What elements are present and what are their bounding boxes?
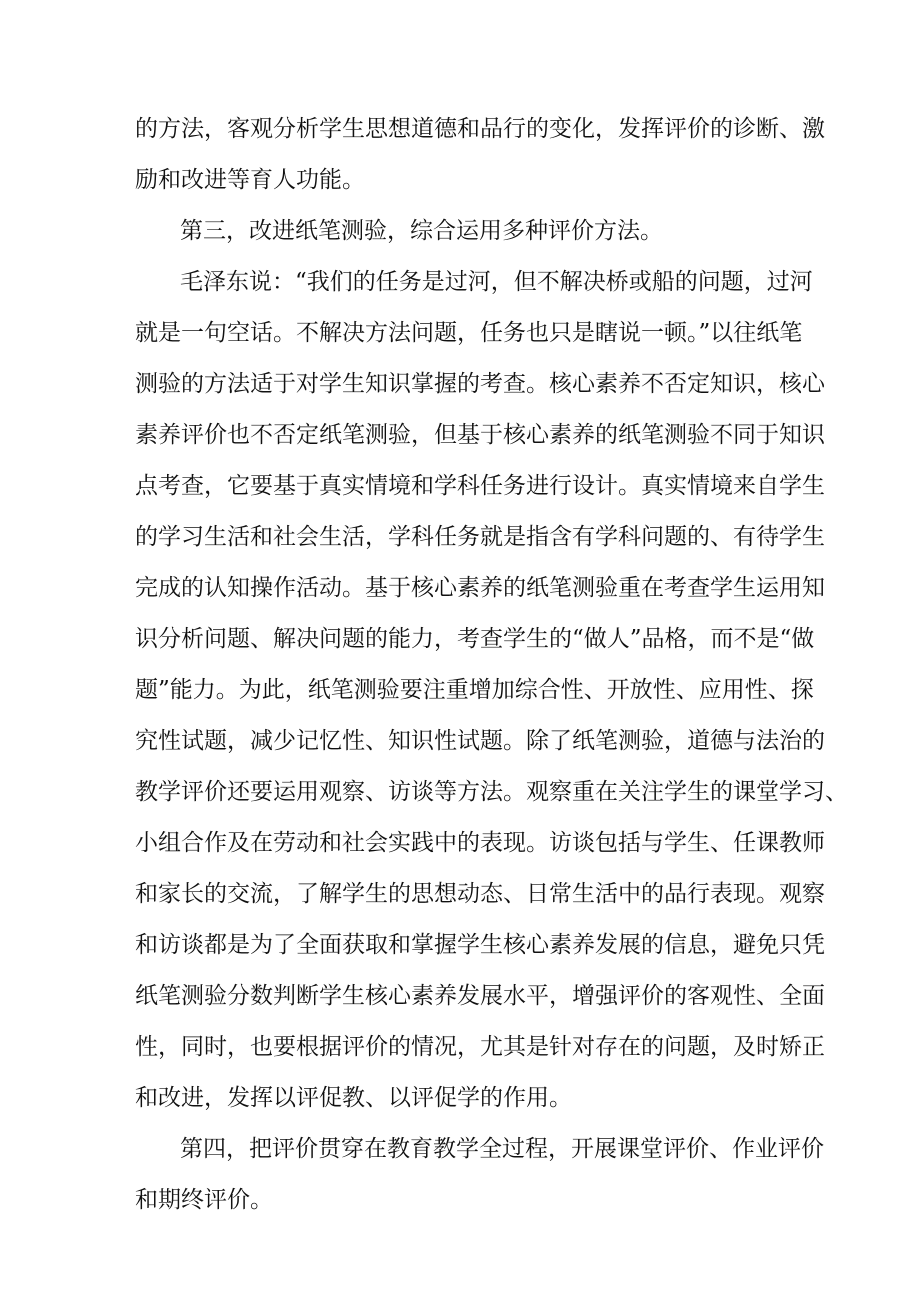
text-line: 小组合作及在劳动和社会实践中的表现。访谈包括与学生、任课教师 — [135, 830, 825, 856]
text-line: 励和改进等育人功能。 — [135, 167, 365, 193]
section-heading: 第三，改进纸笔测验，综合运用多种评价方法。 — [180, 218, 663, 244]
text-line: 和期终评价。 — [135, 1187, 273, 1213]
text-line: 素养评价也不否定纸笔测验，但基于核心素养的纸笔测验不同于知识 — [135, 422, 825, 448]
section-heading: 第四，把评价贯穿在教育教学全过程，开展课堂评价、作业评价 — [180, 1136, 824, 1162]
text-line: 毛泽东说：“我们的任务是过河，但不解决桥或船的问题，过河 — [180, 269, 813, 295]
text-line: 题”能力。为此，纸笔测验要注重增加综合性、开放性、应用性、探 — [135, 677, 814, 703]
text-line: 完成的认知操作活动。基于核心素养的纸笔测验重在考查学生运用知 — [135, 575, 825, 601]
text-line: 纸笔测验分数判断学生核心素养发展水平，增强评价的客观性、全面 — [135, 983, 825, 1009]
text-line: 点考查，它要基于真实情境和学科任务进行设计。真实情境来自学生 — [135, 473, 825, 499]
text-line: 和家长的交流，了解学生的思想动态、日常生活中的品行表现。观察 — [135, 881, 825, 907]
text-line: 和改进，发挥以评促教、以评促学的作用。 — [135, 1085, 572, 1111]
text-line: 的方法，客观分析学生思想道德和品行的变化，发挥评价的诊断、激 — [135, 116, 825, 142]
text-line: 就是一句空话。不解决方法问题，任务也只是瞎说一顿。”以往纸笔 — [135, 320, 803, 346]
text-line: 测验的方法适于对学生知识掌握的考查。核心素养不否定知识，核心 — [135, 371, 825, 397]
text-line: 教学评价还要运用观察、访谈等方法。观察重在关注学生的课堂学习、 — [135, 779, 848, 805]
text-line: 究性试题，减少记忆性、知识性试题。除了纸笔测验，道德与法治的 — [135, 728, 825, 754]
text-line: 性，同时，也要根据评价的情况，尤其是针对存在的问题，及时矫正 — [135, 1034, 825, 1060]
text-line: 和访谈都是为了全面获取和掌握学生核心素养发展的信息，避免只凭 — [135, 932, 825, 958]
text-line: 的学习生活和社会生活，学科任务就是指含有学科问题的、有待学生 — [135, 524, 825, 550]
text-line: 识分析问题、解决问题的能力，考查学生的“做人”品格，而不是“做 — [135, 626, 815, 652]
